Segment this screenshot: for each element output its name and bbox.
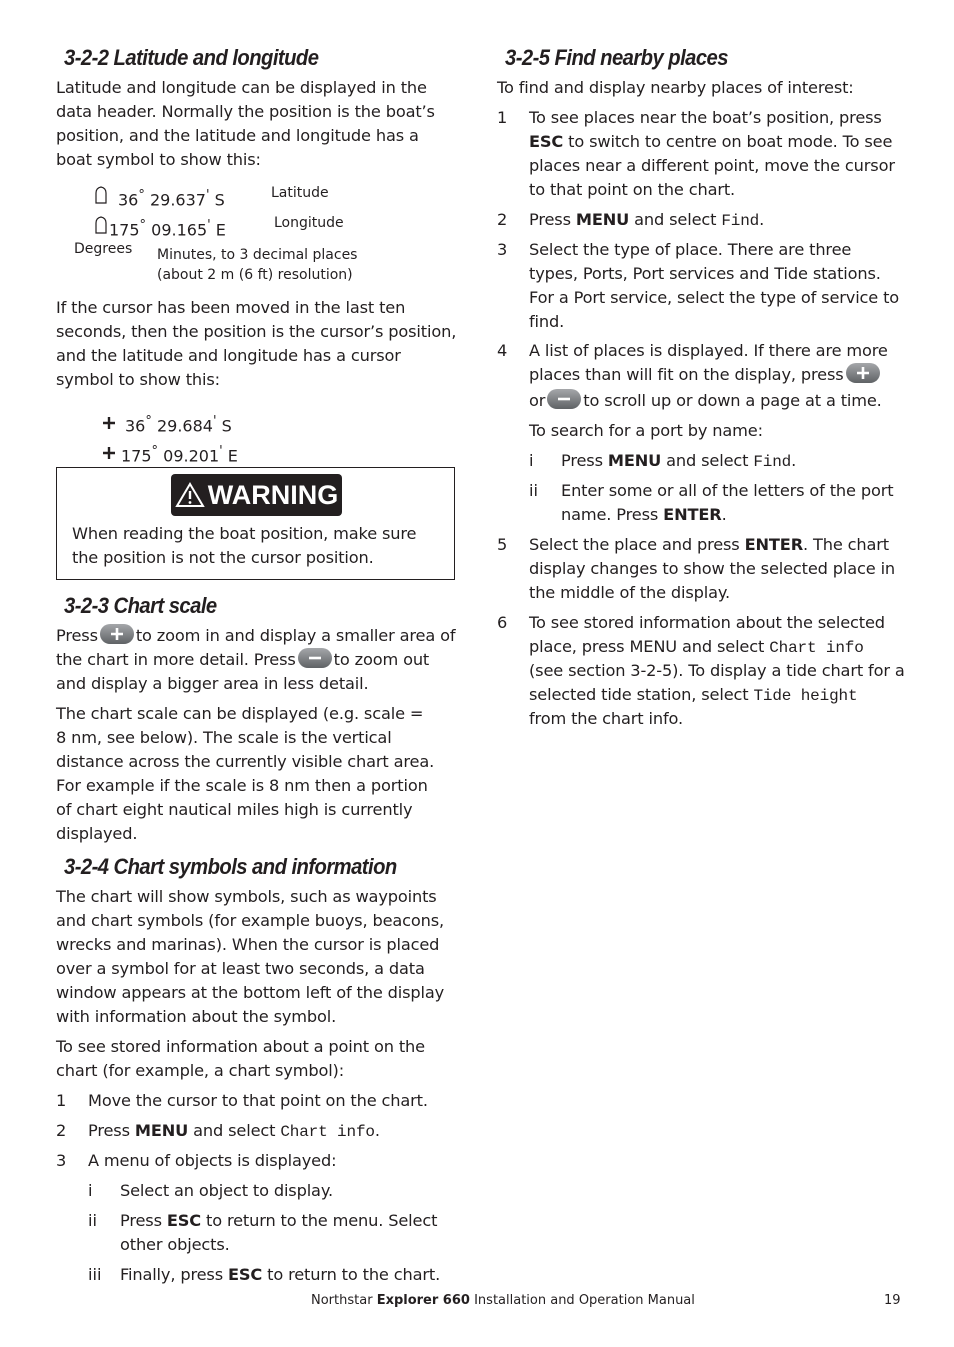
label-minutes-line2: (about 2 m (6 ft) resolution) [157, 267, 353, 283]
label-latitude: Latitude [271, 185, 329, 201]
chart-scale-p2: The chart scale can be displayed (e.g. scale = 8 nm, see below). The scale is the vertical distance across the currently visible chart area. For example if the scale is 8 nm then a portion of chart eight nautical miles high is currently displayed. [56, 704, 435, 843]
footer-title: Northstar Explorer 660 Installation and Operation Manual [311, 1293, 695, 1308]
boat-latitude: 36° 29.637' S [118, 188, 225, 210]
warning-box [56, 467, 455, 580]
minus-button-icon [547, 389, 581, 409]
plus-button-icon [100, 624, 134, 644]
boat-longitude: 175° 09.165' E [109, 218, 226, 240]
chart-symbols-p1: The chart will show symbols, such as waypoints and chart symbols (for example buoys, beacons, wrecks and marinas). When the cursor is placed over a symbol for at least two seconds, a data window appears at the bottom left of the display with information about the symbol. [56, 887, 445, 1026]
label-degrees: Degrees [74, 241, 133, 257]
section-title-find-nearby: 3-2-5 Find nearby places [505, 45, 728, 70]
minus-button-icon [298, 648, 332, 668]
plus-button-icon [846, 363, 880, 383]
cursor-longitude: 175° 09.201' E [121, 444, 238, 466]
cursor-latitude: 36° 29.684' S [125, 414, 232, 436]
latlon-cursor-text: If the cursor has been moved in the last ten seconds, then the position is the cursor’s position, and the latitude and longitude has a cursor symbol to show this: [56, 298, 457, 389]
section-title-latlon: 3-2-2 Latitude and longitude [64, 45, 319, 70]
find-nearby-intro: To find and display nearby places of interest: [497, 78, 854, 97]
warning-text: When reading the boat position, make sure the position is not the cursor position. [72, 524, 417, 567]
cursor-cross-icon [102, 445, 116, 464]
label-longitude: Longitude [274, 215, 344, 231]
warning-label: WARNING [207, 479, 339, 510]
page-number: 19 [884, 1293, 901, 1308]
boat-icon [95, 216, 107, 238]
latlon-intro: Latitude and longitude can be displayed in the data header. Normally the position is the boat’s position, and the latitude and longitude has a boat symbol to show this: [56, 78, 435, 169]
cursor-cross-icon [102, 415, 116, 434]
warning-badge [171, 474, 342, 516]
section-title-chart-symbols: 3-2-4 Chart symbols and information [64, 854, 397, 879]
section-title-chart-scale: 3-2-3 Chart scale [64, 593, 217, 618]
warning-triangle-icon [175, 482, 205, 508]
boat-icon [95, 186, 107, 208]
label-minutes-line1: Minutes, to 3 decimal places [157, 247, 358, 263]
chart-symbols-p2: To see stored information about a point on the chart (for example, a chart symbol): [56, 1037, 425, 1080]
